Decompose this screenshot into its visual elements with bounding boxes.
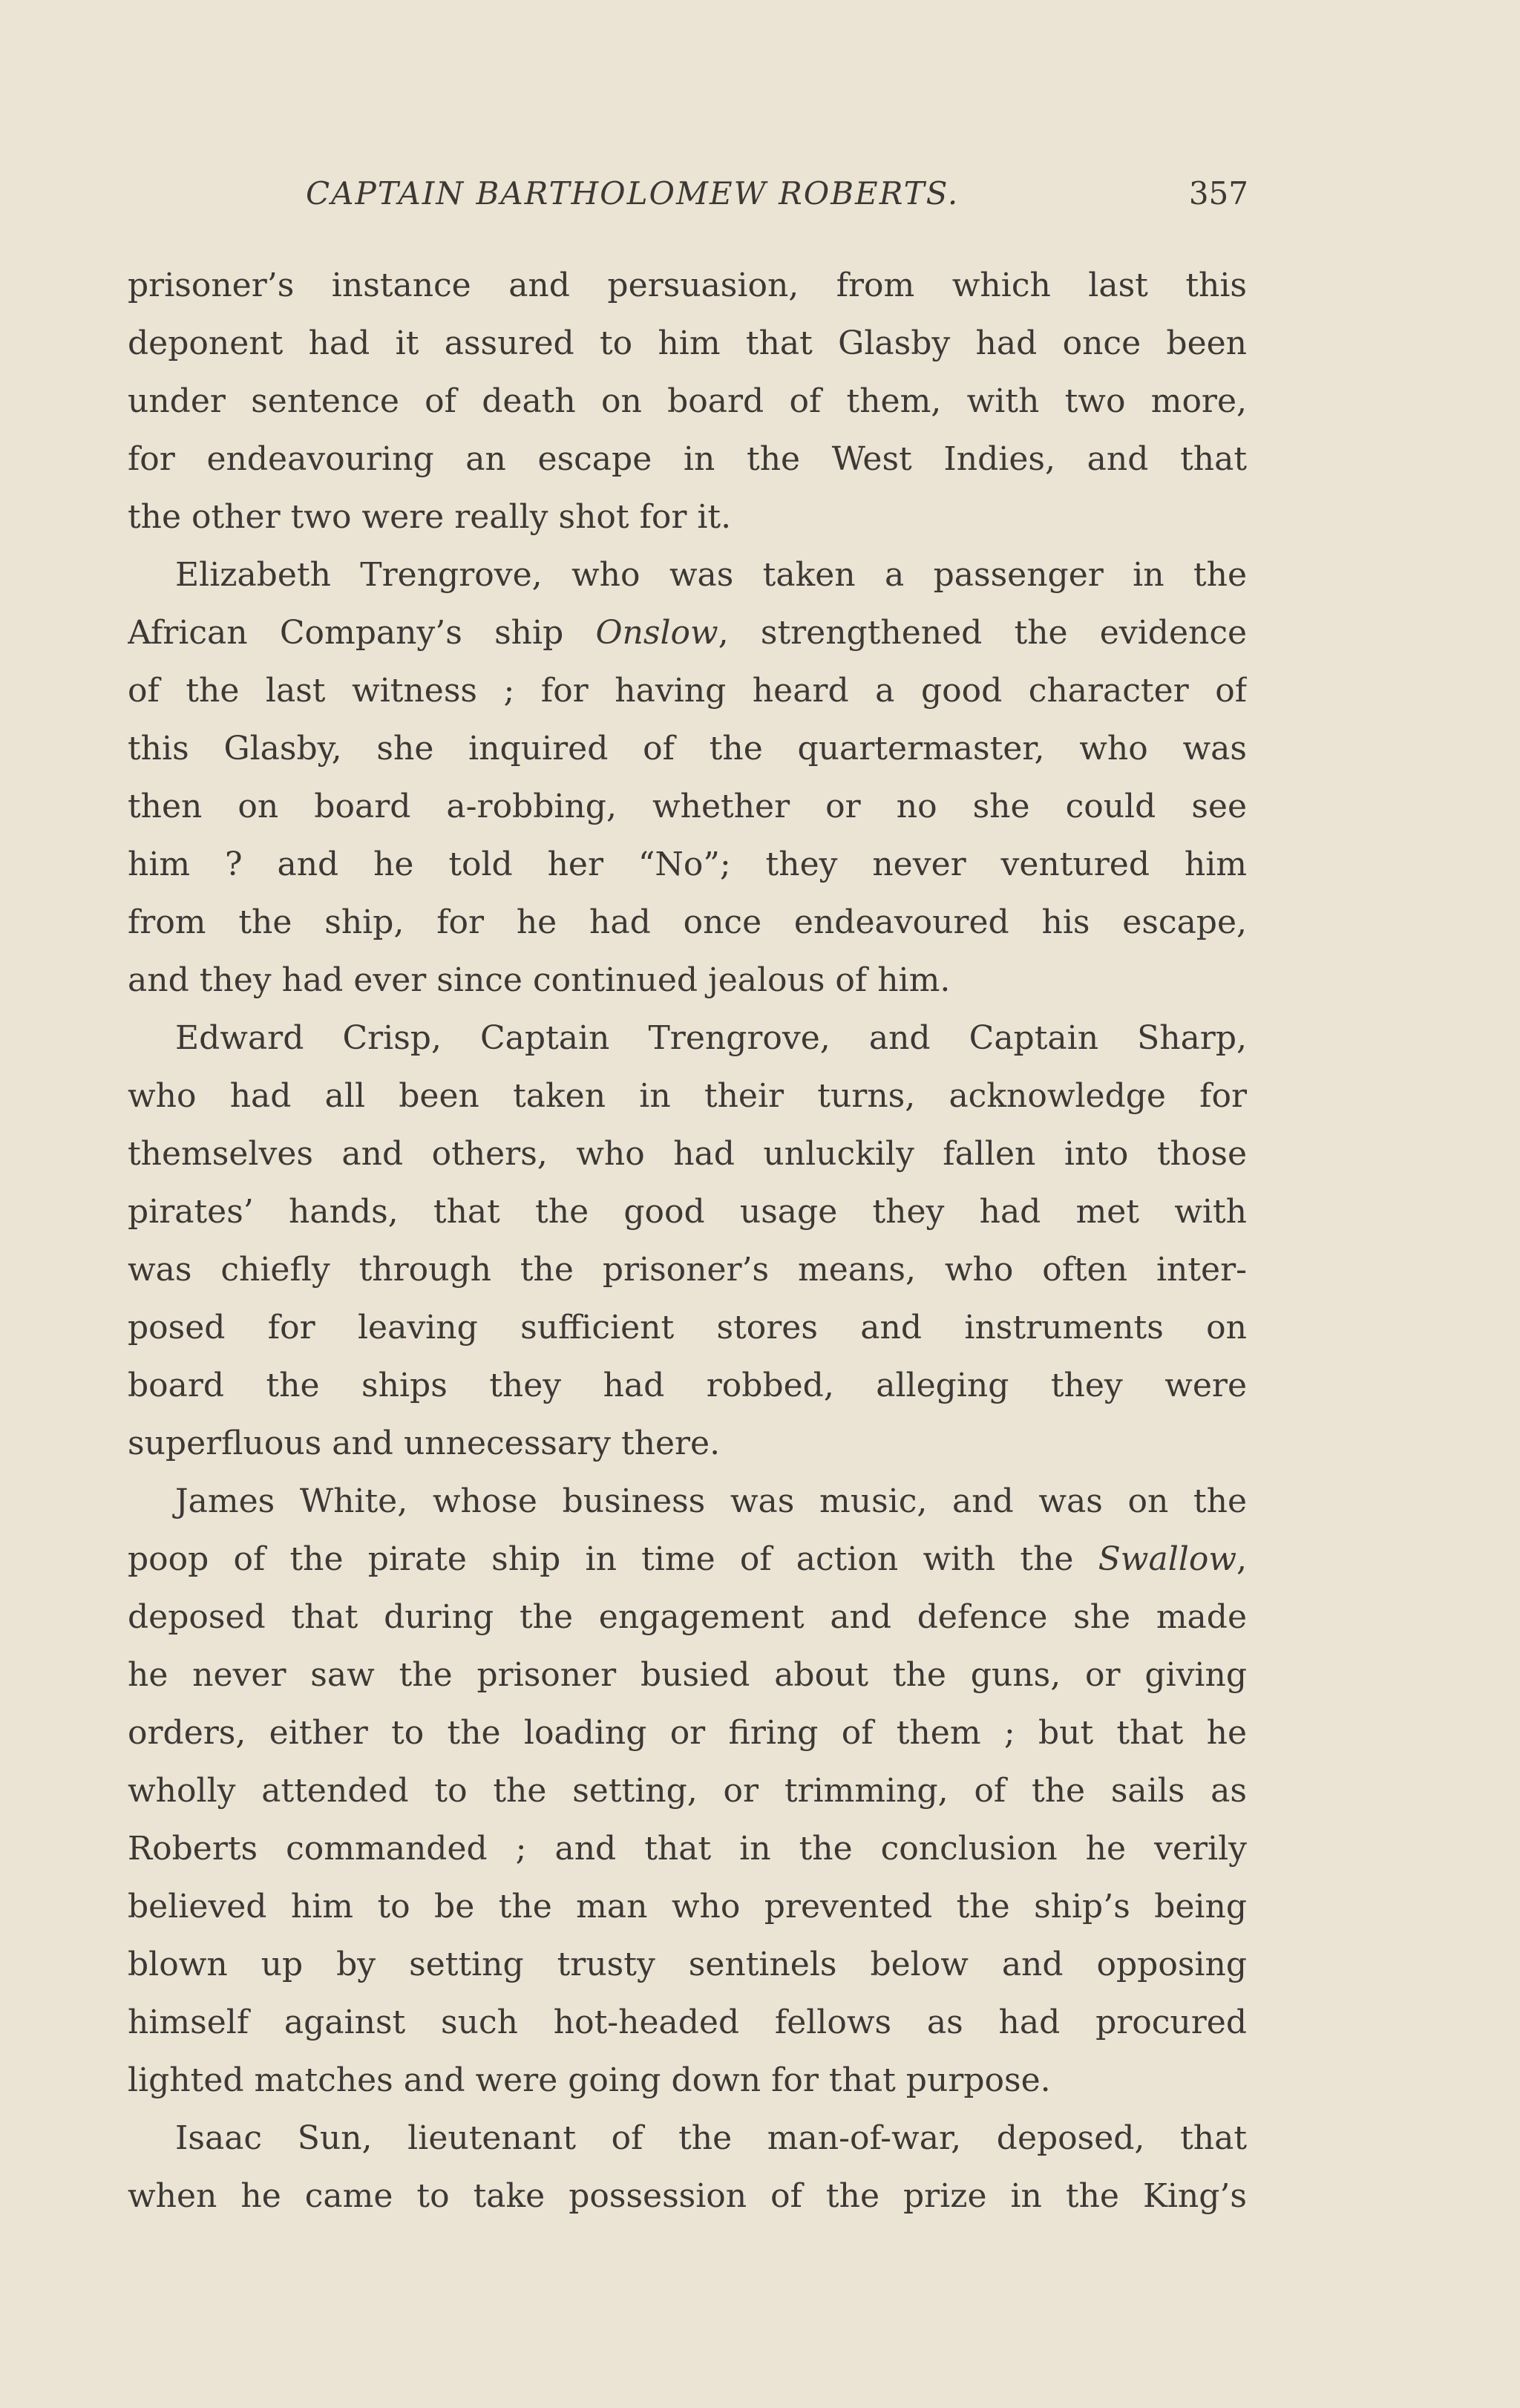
text-line: themselves and others, who had unluckily fallen into those xyxy=(128,1135,1247,1173)
running-header xyxy=(306,175,1248,223)
text-line: this Glasby, she inquired of the quartermaster, who was xyxy=(128,730,1247,768)
text-fragment: African Company’s ship xyxy=(128,614,596,652)
text-line: for endeavouring an escape in the West Indies, and that xyxy=(128,440,1247,478)
text-line: James White, whose business was music, and was on the xyxy=(175,1482,1247,1520)
text-line: when he came to take possession of the prize in the King’s xyxy=(128,2177,1247,2215)
running-title: CAPTAIN BARTHOLOMEW ROBERTS. xyxy=(306,175,960,212)
text-line: lighted matches and were going down for that purpose. xyxy=(128,2061,1051,2099)
body-text xyxy=(128,257,1247,2225)
text-line: superfluous and unnecessary there. xyxy=(128,1424,721,1462)
text-line xyxy=(128,604,1247,662)
text-line: him ? and he told her “No”; they never ventured him xyxy=(128,845,1247,883)
text-line: Isaac Sun, lieutenant of the man-of-war, deposed, that xyxy=(175,2119,1247,2157)
text-line: prisoner’s instance and persuasion, from which last this xyxy=(128,266,1247,304)
text-line: believed him to be the man who prevented the ship’s being xyxy=(128,1888,1247,1926)
page-number: 357 xyxy=(1188,175,1248,212)
text-line: pirates’ hands, that the good usage they had met with xyxy=(128,1193,1247,1231)
text-line: Edward Crisp, Captain Trengrove, and Captain Sharp, xyxy=(175,1019,1247,1057)
text-line: orders, either to the loading or firing of them ; but that he xyxy=(128,1714,1247,1752)
ship-name-italic: Onslow xyxy=(595,614,718,652)
text-line: deponent had it assured to him that Glasby had once been xyxy=(128,324,1247,362)
text-fragment: , xyxy=(1236,1540,1247,1578)
text-line: deposed that during the engagement and defence she made xyxy=(128,1598,1247,1636)
text-line: posed for leaving sufficient stores and instruments on xyxy=(128,1309,1247,1347)
text-fragment: poop of the pirate ship in time of action with the xyxy=(128,1540,1098,1578)
text-line: blown up by setting trusty sentinels below and opposing xyxy=(128,1946,1247,1983)
text-fragment: , strengthened the evidence xyxy=(718,614,1247,652)
text-line: from the ship, for he had once endeavoured his escape, xyxy=(128,903,1247,941)
text-line: Elizabeth Trengrove, who was taken a passenger in the xyxy=(175,556,1247,594)
text-line: of the last witness ; for having heard a good character of xyxy=(128,672,1247,710)
text-line: he never saw the prisoner busied about the guns, or giving xyxy=(128,1656,1247,1694)
text-line: himself against such hot-headed fellows as had procured xyxy=(128,2003,1247,2041)
text-line: the other two were really shot for it. xyxy=(128,498,732,536)
ship-name-italic: Swallow xyxy=(1098,1540,1236,1578)
text-line: wholly attended to the setting, or trimming, of the sails as xyxy=(128,1772,1247,1810)
text-line: board the ships they had robbed, alleging they were xyxy=(128,1367,1247,1404)
text-line: Roberts commanded ; and that in the conclusion he verily xyxy=(128,1830,1247,1868)
text-line: under sentence of death on board of them, with two more, xyxy=(128,382,1247,420)
text-line: was chiefly through the prisoner’s means, who often inter- xyxy=(128,1251,1247,1289)
text-line: and they had ever since continued jealous of him. xyxy=(128,961,951,999)
text-line: who had all been taken in their turns, acknowledge for xyxy=(128,1077,1247,1115)
text-line: then on board a-robbing, whether or no she could see xyxy=(128,788,1247,825)
text-line xyxy=(128,1531,1247,1589)
